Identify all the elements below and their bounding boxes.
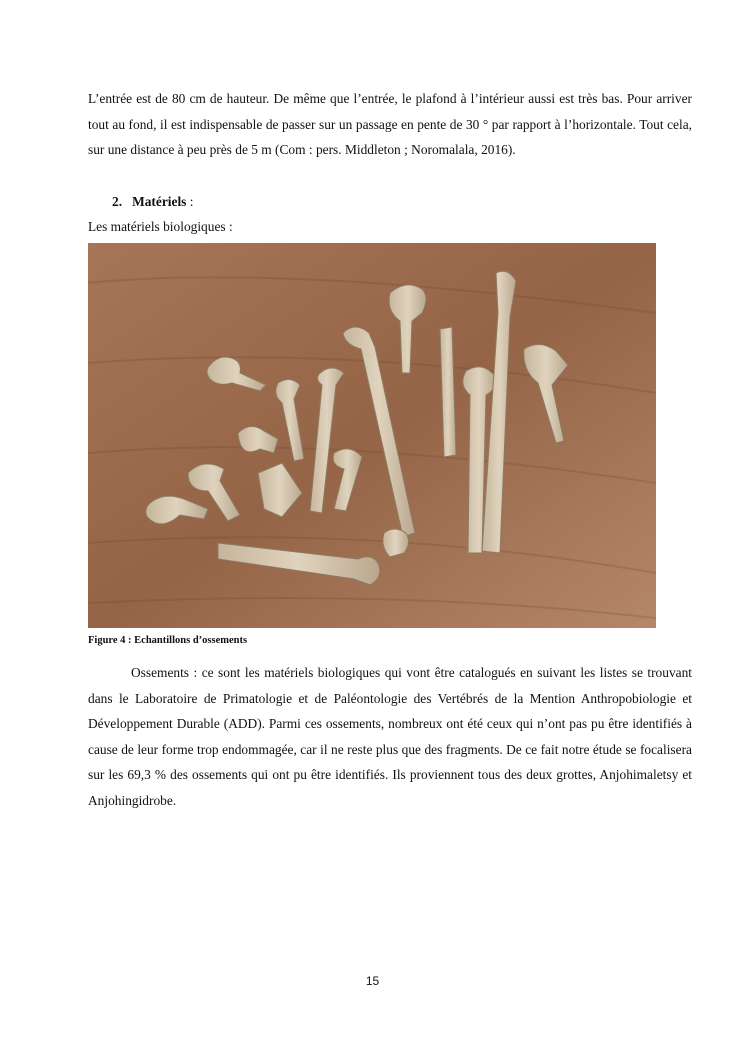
section-title: Matériels [132,194,187,209]
section-heading [112,190,193,214]
section-suffix: : [186,194,194,209]
section-number: 2. [112,194,123,209]
subheading: Les matériels biologiques : [88,219,233,234]
intro-paragraph: L’entrée est de 80 cm de hauteur. De même que l’entrée, le plafond à l’intérieur aussi est très bas. Pour arriver tout au fond, il est indispensable de passer sur un passage en pente de 30 ° par rapport à l’horizontale. Tout cela, sur une distance à peu près de 5 m (Com : pers. Middleton ; Noromalala, 2016). [88,91,692,158]
bone-samples-photo [88,243,656,628]
page-number: 15 [365,974,380,988]
figure-caption: Figure 4 : Echantillons d’ossements [88,635,248,646]
bone-fragment-10 [383,529,409,557]
body-paragraph: Ossements : ce sont les matériels biologiques qui vont être catalogués en suivant les listes se trouvant dans le Laboratoire de Primatologie et de Paléontologie des Vertébrés de la Mention Anthropobiologie et Développement Durable (ADD). Parmi ces ossements, nombreux ont été ceux qui n’ont pas pu être identifiés à cause de leur forme trop endommagée, car il ne reste plus que des fragments. De ce fait notre étude se focalisera sur les 69,3 % des ossements qui ont pu être identifiés. Ils proviennent tous des deux grottes, Anjohimaletsy et Anjohingidrobe. [88,665,692,808]
